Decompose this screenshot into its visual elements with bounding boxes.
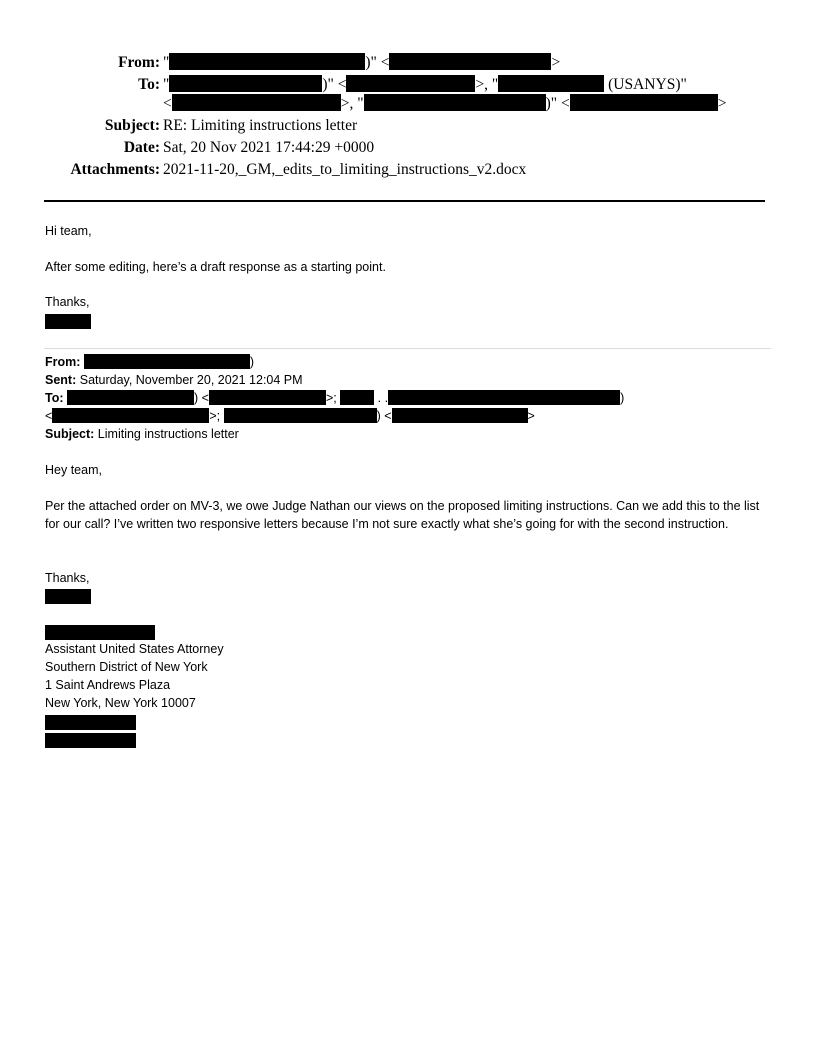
to-value: " )" < >, " (USANYS)" [163, 76, 687, 93]
orig-sent-label: Sent: [45, 373, 77, 387]
redaction-block [498, 75, 604, 92]
redacted-phone [45, 715, 136, 730]
from-label: From: [118, 54, 160, 71]
orig-to-row: To: ) < >; . . ) [45, 391, 625, 405]
orig-greeting: Hey team, [45, 463, 102, 477]
to-value-line2: < >, " )" < > [163, 95, 727, 112]
orig-body: Per the attached order on MV-3, we owe Judge Nathan our views on the proposed limiting instructions. Can we add this to the list for our call? I’ve written two responsive letters because I’m not sure exactly what she’s going for with the second instruction. [45, 499, 760, 531]
redaction-block [364, 94, 546, 111]
date-label: Date: [123, 139, 160, 156]
orig-from-row [45, 353, 254, 371]
sig-title: Assistant United States Attorney [45, 642, 224, 656]
quoted-separator [44, 348, 771, 349]
orig-sent-row [45, 371, 303, 389]
redaction-block [389, 53, 551, 70]
redacted-email [45, 733, 136, 748]
header-from-row [0, 52, 816, 74]
orig-to-label: To: [45, 391, 64, 405]
header-date-row [0, 137, 816, 159]
orig-from-end: ) [249, 355, 255, 369]
orig-subject-label: Subject: [45, 427, 95, 441]
attachments-label: Attachments: [70, 161, 160, 178]
redaction-block [169, 53, 365, 70]
header-divider [44, 200, 765, 202]
redaction-block [52, 408, 209, 423]
sig-office: Southern District of New York [45, 660, 208, 674]
header-to-row-2 [0, 93, 816, 115]
redaction-block [84, 354, 250, 369]
redaction-block [392, 408, 528, 423]
date-value: Sat, 20 Nov 2021 17:44:29 +0000 [163, 139, 375, 156]
redaction-block [67, 390, 194, 405]
to-label: To: [138, 76, 160, 93]
redaction-block [346, 75, 475, 92]
redaction-block [340, 390, 374, 405]
orig-signoff: Thanks, [45, 571, 90, 585]
header-attachments-row [0, 159, 816, 181]
orig-from-label: From: [45, 355, 81, 369]
sig-address-line1: 1 Saint Andrews Plaza [45, 678, 171, 692]
from-value: " )" < > [163, 54, 561, 71]
subject-value: RE: Limiting instructions letter [163, 117, 358, 134]
orig-to-row-2: < >; ) < > [45, 409, 535, 423]
redacted-sender-name [45, 625, 155, 640]
redaction-block [570, 94, 718, 111]
redacted-signature [45, 314, 91, 329]
orig-sent-value: Saturday, November 20, 2021 12:04 PM [79, 373, 303, 387]
redacted-signature [45, 589, 91, 604]
orig-subject-value: Limiting instructions letter [97, 427, 239, 441]
subject-label: Subject: [104, 117, 160, 134]
orig-subject-row [45, 425, 239, 443]
sig-address-line2: New York, New York 10007 [45, 696, 196, 710]
attachments-value[interactable]: 2021-11-20,_GM,_edits_to_limiting_instructions_v2.docx [163, 161, 527, 178]
reply-body: After some editing, here’s a draft response as a starting point. [45, 260, 386, 274]
reply-signoff: Thanks, [45, 295, 90, 309]
redaction-block [169, 75, 322, 92]
reply-greeting: Hi team, [45, 224, 92, 238]
redaction-block [388, 390, 620, 405]
redaction-block [172, 94, 341, 111]
redaction-block [224, 408, 377, 423]
header-subject-row [0, 115, 816, 137]
redaction-block [209, 390, 326, 405]
